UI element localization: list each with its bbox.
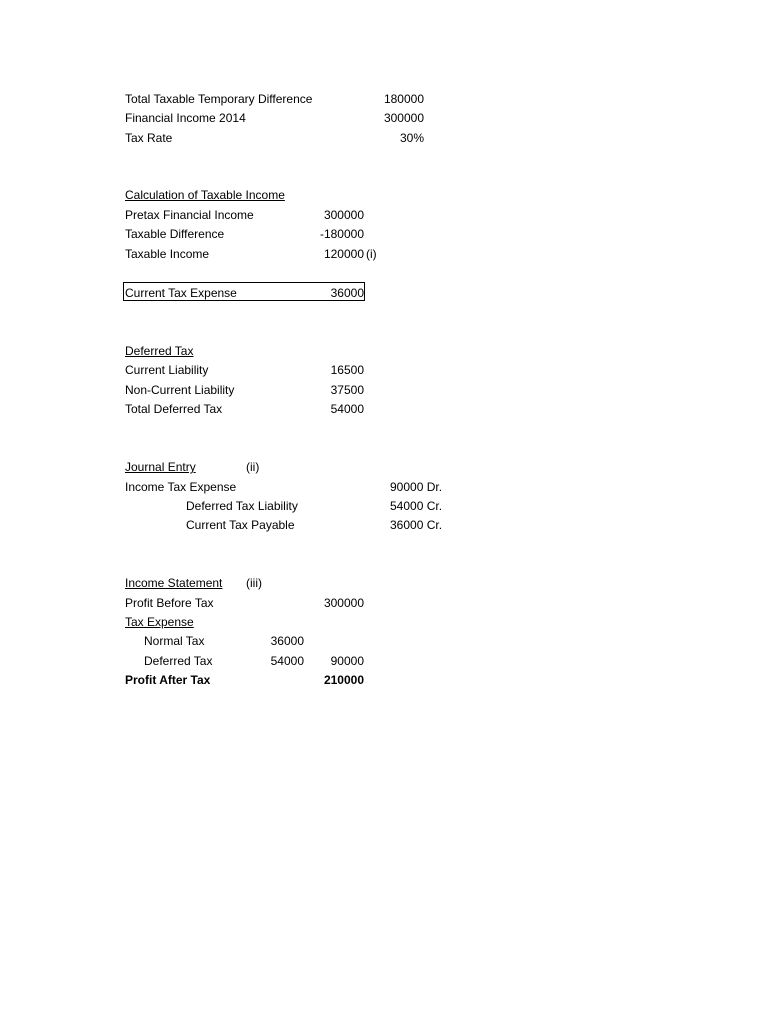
journal-entry-heading: Journal Entry xyxy=(125,460,196,474)
journal-line-label: Current Tax Payable xyxy=(186,518,295,532)
tax-rate-value: 30% xyxy=(399,131,424,145)
profit-after-tax-label: Profit After Tax xyxy=(125,673,211,687)
current-tax-expense-value: 36000 xyxy=(330,286,364,300)
tax-rate-label: Tax Rate xyxy=(125,131,173,145)
taxable-income-note: (i) xyxy=(366,247,377,261)
journal-line-value: 90000 Dr. xyxy=(390,480,443,494)
deferred-tax-expense-value: 54000 xyxy=(270,654,304,668)
profit-before-tax-value: 300000 xyxy=(323,596,364,610)
total-deferred-tax-label: Total Deferred Tax xyxy=(125,402,223,416)
taxable-income-label: Taxable Income xyxy=(125,247,210,261)
journal-line-label: Deferred Tax Liability xyxy=(186,499,298,513)
total-taxable-temporary-difference-value: 180000 xyxy=(383,92,424,106)
current-liability-label: Current Liability xyxy=(125,363,209,377)
total-taxable-temporary-difference-label: Total Taxable Temporary Difference xyxy=(125,92,313,106)
normal-tax-value: 36000 xyxy=(270,634,304,648)
journal-line-label: Income Tax Expense xyxy=(125,480,237,494)
journal-line-value: 36000 Cr. xyxy=(390,518,443,532)
financial-income-value: 300000 xyxy=(383,111,424,125)
profit-after-tax-value: 210000 xyxy=(323,673,364,687)
current-liability-value: 16500 xyxy=(330,363,364,377)
taxable-difference-value: -180000 xyxy=(319,227,364,241)
tax-expense-heading: Tax Expense xyxy=(125,615,194,629)
deferred-tax-expense-label: Deferred Tax xyxy=(144,654,213,668)
deferred-tax-heading: Deferred Tax xyxy=(125,344,194,358)
pretax-financial-income-value: 300000 xyxy=(323,208,364,222)
taxable-income-heading: Calculation of Taxable Income xyxy=(125,188,285,202)
profit-before-tax-label: Profit Before Tax xyxy=(125,596,214,610)
taxable-income-value: 120000 xyxy=(323,247,364,261)
tax-expense-total: 90000 xyxy=(330,654,364,668)
total-deferred-tax-value: 54000 xyxy=(330,402,364,416)
normal-tax-label: Normal Tax xyxy=(144,634,205,648)
taxable-difference-label: Taxable Difference xyxy=(125,227,225,241)
income-statement-note: (iii) xyxy=(246,576,262,590)
non-current-liability-value: 37500 xyxy=(330,383,364,397)
income-statement-heading: Income Statement xyxy=(125,576,223,590)
financial-income-label: Financial Income 2014 xyxy=(125,111,246,125)
journal-entry-note: (ii) xyxy=(246,460,260,474)
journal-line-value: 54000 Cr. xyxy=(390,499,443,513)
non-current-liability-label: Non-Current Liability xyxy=(125,383,235,397)
current-tax-expense-label: Current Tax Expense xyxy=(125,286,237,300)
pretax-financial-income-label: Pretax Financial Income xyxy=(125,208,254,222)
